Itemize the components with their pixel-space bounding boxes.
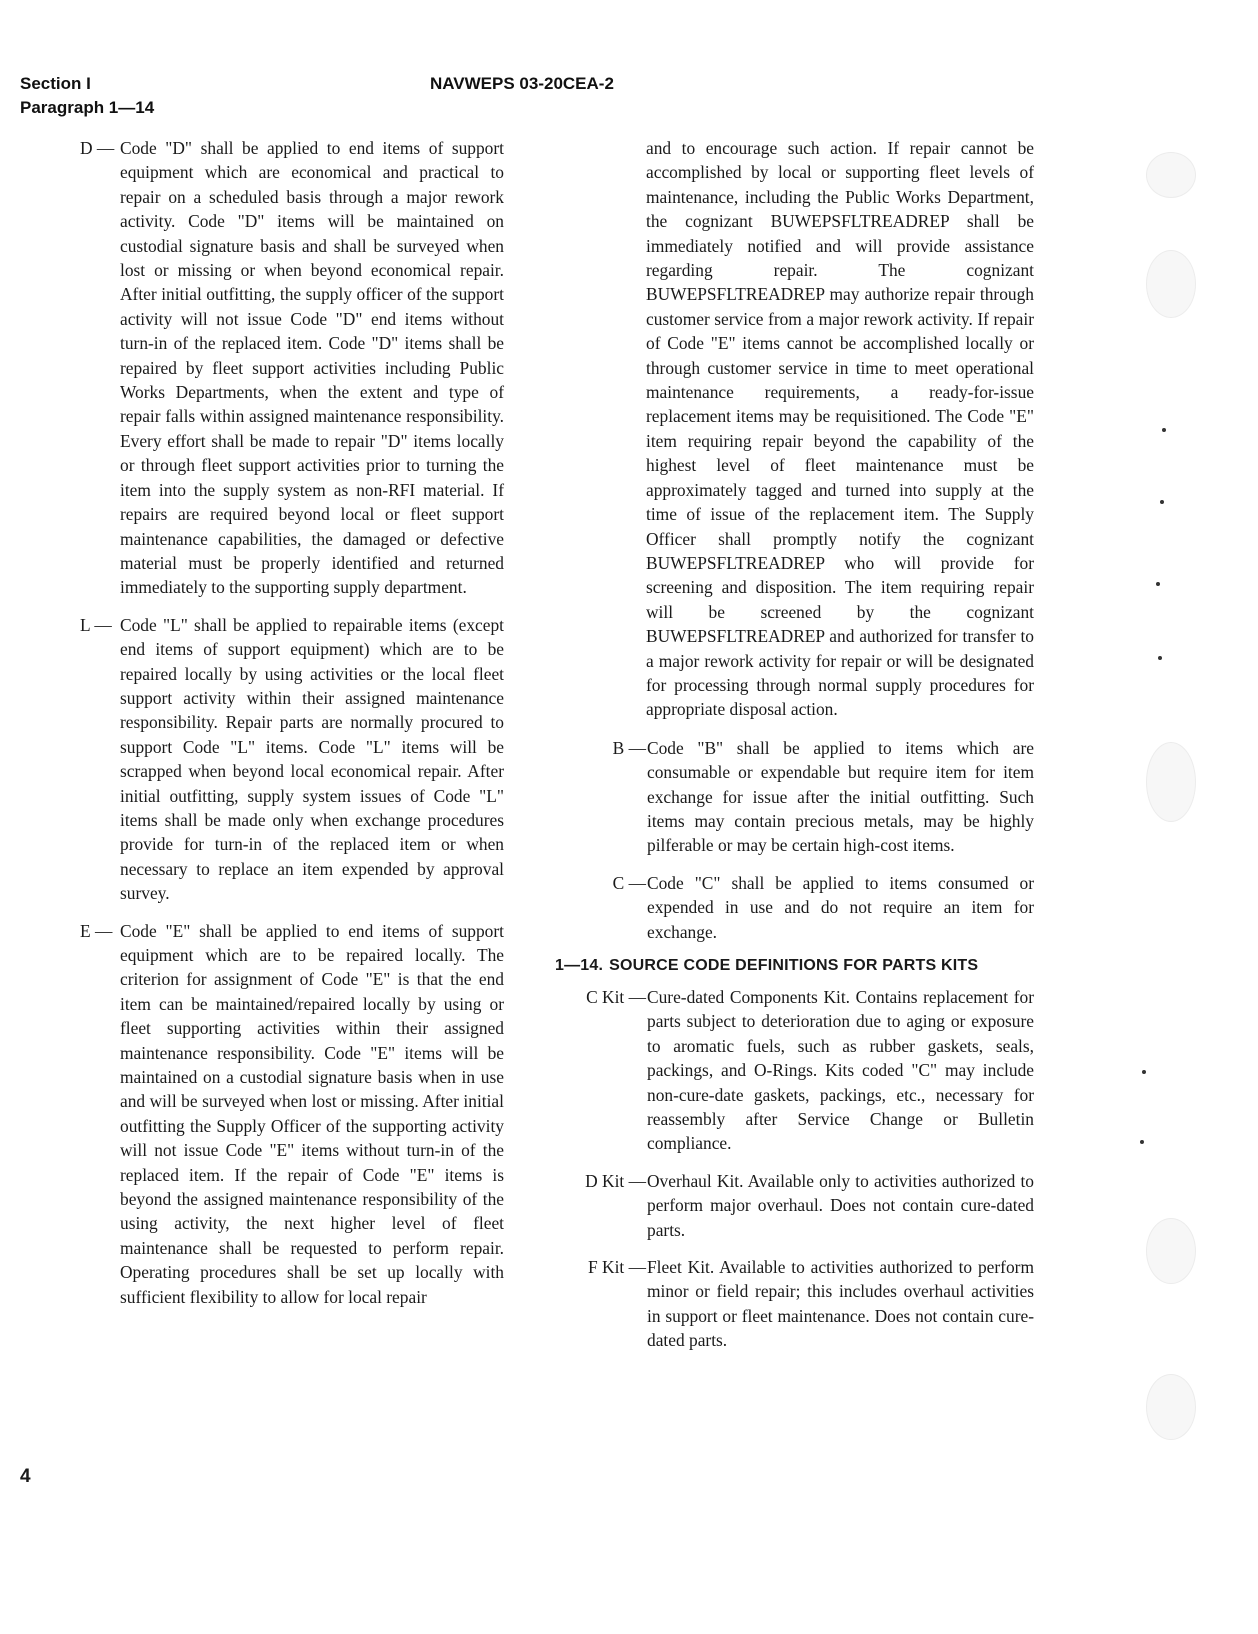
scan-speck	[1142, 1070, 1146, 1074]
binder-hole	[1146, 1374, 1196, 1440]
scan-speck	[1162, 428, 1166, 432]
kit-f-lead: F Kit —	[588, 1257, 646, 1278]
code-c-entry	[570, 871, 1034, 944]
code-b-lead: B —	[612, 737, 646, 758]
left-column	[80, 136, 504, 1322]
scan-speck	[1158, 656, 1162, 660]
section-heading	[555, 957, 1034, 975]
binder-hole	[1146, 1218, 1196, 1284]
kit-entry-d	[570, 1169, 1034, 1242]
binder-hole	[1146, 250, 1196, 318]
code-l-entry	[80, 613, 504, 906]
right-column	[555, 136, 1034, 1366]
kit-c-lead: C Kit —	[586, 987, 646, 1007]
code-b-text: Code "B" shall be applied to items which are consumable or expendable but require item for item exchange for issue after the initial outfitting. Such items may contain precious metals, may be highly pilferable or may be certain high-cost items.	[647, 737, 1034, 856]
scan-speck	[1140, 1140, 1144, 1144]
section-heading-number: 1—14.	[555, 957, 604, 974]
code-l-text: Code "L" shall be applied to repairable items (except end items of support equipment) which are to be repaired locally by using activities or the local fleet support activity within their assigned maintenance responsibility. Repair parts are normally procured to support Code "L" items. Code "L" items will be scrapped when beyond local economical repair. After initial outfitting, supply system issues of Code "L" items shall be made only when exchange procedures provide for turn-in of the replaced item or when necessary to replace an item expended by approval survey.	[120, 614, 504, 904]
scan-speck	[1156, 582, 1160, 586]
section-heading-title: SOURCE CODE DEFINITIONS FOR PARTS KITS	[609, 957, 979, 974]
code-c-lead: C —	[612, 872, 646, 893]
code-e-continuation: and to encourage such action. If repair cannot be accomplished by local or supporting fleet levels of maintenance, including the Public Works Department, the cognizant BUWEPSFLTREADREP shall be immediately notified and will provide assistance regarding repair. The cognizant BUWEPSFLTREADREP may authorize repair through customer service from a major rework activity. If repair of Code "E" items cannot be accomplished locally or through customer service in time to meet operational maintenance requirements, a ready-for-issue replacement items may be requisitioned. The Code "E" item requiring repair beyond the capability of the highest level of fleet maintenance must be approximately tagged and turned into supply at the time of issue of the replacement item. The Supply Officer shall promptly notify the cognizant BUWEPSFLTREADREP who will provide for screening and disposition. The item requiring repair will be screened by the cognizant BUWEPSFLTREADREP and authorized for transfer to a major rework activity for repair or will be designated for processing through normal supply procedures for appropriate disposal action.	[646, 138, 1034, 720]
paragraph-label: Paragraph 1—14	[20, 98, 155, 117]
code-e-entry	[80, 919, 504, 1310]
kit-c-text: Cure-dated Components Kit. Contains replacement for parts subject to deterioration due to aging or exposure to aromatic fuels, such as rubber gaskets, seals, packings, and O-Rings. Kits coded "C" may include non-cure-date gaskets, packings, etc., necessary for reassembly after Service Change or Bulletin compliance.	[647, 987, 1034, 1154]
page-number: 4	[20, 1466, 31, 1487]
code-b-entry	[570, 736, 1034, 858]
code-d-entry	[80, 136, 504, 600]
binder-hole	[1146, 742, 1196, 822]
section-label: Section I	[20, 74, 91, 93]
code-e-text: Code "E" shall be applied to end items of support equipment which are to be repaired locally. The criterion for assignment of Code "E" is that the end item can be maintained/repaired locally by using or fleet supporting activities within their assigned maintenance responsibility. Code "E" items will be maintained on a custodial signature basis when in use and will be surveyed when lost or missing. After initial outfitting the Supply Officer of the supporting activity will not issue Code "E" items without turn-in of the replaced item. If the repair of Code "E" items is beyond the assigned maintenance responsibility of the using activity, the next higher level of fleet maintenance shall be requested to perform repair. Operating procedures shall be set up locally with sufficient flexibility to allow for local repair	[120, 920, 504, 1307]
binder-hole	[1146, 152, 1196, 198]
code-d-lead: D —	[80, 138, 115, 158]
code-l-lead: L —	[80, 614, 112, 635]
kit-entry-f	[570, 1255, 1034, 1353]
scan-speck	[1160, 500, 1164, 504]
kit-d-lead: D Kit —	[585, 1170, 646, 1191]
kit-d-text: Overhaul Kit. Available only to activities authorized to perform major overhaul. Does not contain cure-dated parts.	[647, 1170, 1034, 1240]
code-d-text: Code "D" shall be applied to end items of support equipment which are economical and practical to repair on a scheduled basis through a major rework activity. Code "D" items will be maintained on custodial signature basis and shall be surveyed when lost or missing or when beyond economical repair. After initial outfitting, the supply officer of the support activity will not issue Code "D" end items without turn-in of the replaced item. Code "D" items shall be repaired by fleet support activities including Public Works Departments, when the extent and type of repair falls within assigned maintenance responsibility. Every effort shall be made to repair "D" items locally or through fleet support activities prior to turning the item into the supply system as non-RFI material. If repairs are required beyond local or fleet support maintenance capabilities, the damaged or defective material must be properly identified and returned immediately to the supporting supply department.	[120, 138, 504, 598]
code-e-lead: E —	[80, 920, 113, 941]
code-c-text: Code "C" shall be applied to items consumed or expended in use and do not require an item for exchange.	[647, 872, 1034, 942]
kit-entry-c	[570, 985, 1034, 1156]
kit-f-text: Fleet Kit. Available to activities authorized to perform minor or field repair; this includes overhaul activities in support or fleet maintenance. Does not contain cure-dated parts.	[647, 1257, 1034, 1351]
document-number: NAVWEPS 03-20CEA-2	[430, 74, 614, 93]
